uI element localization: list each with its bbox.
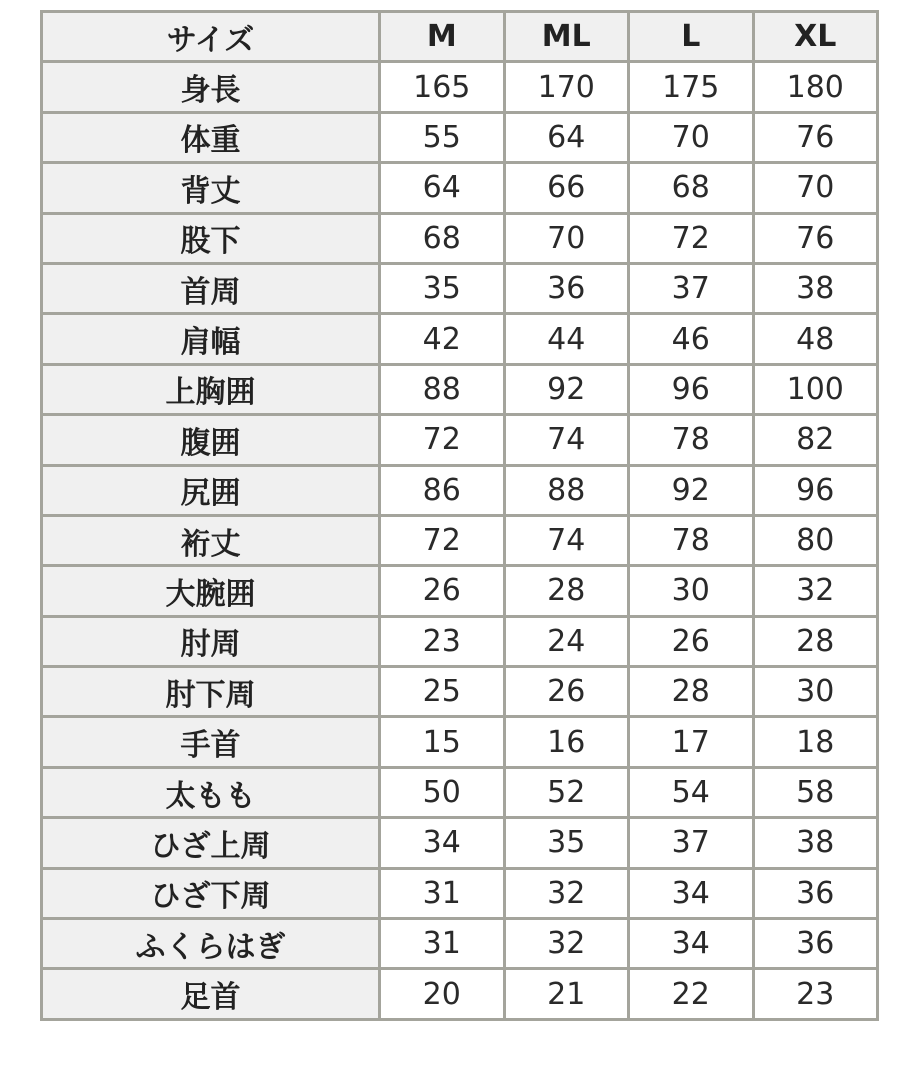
value-cell: 30 xyxy=(753,667,878,717)
value-cell: 28 xyxy=(504,566,629,616)
value-cell: 17 xyxy=(629,717,754,767)
table-row xyxy=(42,868,878,918)
table-row xyxy=(42,566,878,616)
value-cell: 32 xyxy=(504,868,629,918)
value-cell: 34 xyxy=(629,868,754,918)
table-row xyxy=(42,515,878,565)
table-row xyxy=(42,919,878,969)
row-label-cell: ひざ上周 xyxy=(42,818,380,868)
value-cell: 70 xyxy=(504,213,629,263)
table-row xyxy=(42,415,878,465)
value-cell: 16 xyxy=(504,717,629,767)
value-cell: 66 xyxy=(504,163,629,213)
value-cell: 24 xyxy=(504,616,629,666)
value-cell: 35 xyxy=(380,263,505,313)
value-cell: 23 xyxy=(753,969,878,1019)
table-row xyxy=(42,263,878,313)
value-cell: 68 xyxy=(380,213,505,263)
value-cell: 38 xyxy=(753,818,878,868)
value-cell: 25 xyxy=(380,667,505,717)
value-cell: 20 xyxy=(380,969,505,1019)
row-label-cell: 肘下周 xyxy=(42,667,380,717)
row-label-cell: 上胸囲 xyxy=(42,364,380,414)
row-label-cell: ふくらはぎ xyxy=(42,919,380,969)
value-cell: 80 xyxy=(753,515,878,565)
row-label-cell: 腹囲 xyxy=(42,415,380,465)
row-label-cell: 尻囲 xyxy=(42,465,380,515)
value-cell: 31 xyxy=(380,868,505,918)
value-cell: 21 xyxy=(504,969,629,1019)
table-row xyxy=(42,818,878,868)
value-cell: 34 xyxy=(629,919,754,969)
value-cell: 74 xyxy=(504,515,629,565)
row-label-cell: 体重 xyxy=(42,112,380,162)
value-cell: 68 xyxy=(629,163,754,213)
header-cell-l: L xyxy=(629,12,754,62)
value-cell: 48 xyxy=(753,314,878,364)
value-cell: 175 xyxy=(629,62,754,112)
value-cell: 92 xyxy=(629,465,754,515)
table-row xyxy=(42,314,878,364)
table-row xyxy=(42,112,878,162)
table-row xyxy=(42,667,878,717)
table-row xyxy=(42,717,878,767)
value-cell: 26 xyxy=(380,566,505,616)
header-cell-size-label: サイズ xyxy=(42,12,380,62)
value-cell: 82 xyxy=(753,415,878,465)
header-cell-m: M xyxy=(380,12,505,62)
table-row xyxy=(42,465,878,515)
size-chart-table xyxy=(40,10,879,1021)
row-label-cell: 太もも xyxy=(42,767,380,817)
row-label-cell: 大腕囲 xyxy=(42,566,380,616)
value-cell: 22 xyxy=(629,969,754,1019)
value-cell: 36 xyxy=(753,919,878,969)
value-cell: 50 xyxy=(380,767,505,817)
value-cell: 74 xyxy=(504,415,629,465)
value-cell: 72 xyxy=(629,213,754,263)
value-cell: 86 xyxy=(380,465,505,515)
value-cell: 36 xyxy=(753,868,878,918)
row-label-cell: 裄丈 xyxy=(42,515,380,565)
value-cell: 78 xyxy=(629,515,754,565)
value-cell: 35 xyxy=(504,818,629,868)
header-row xyxy=(42,12,878,62)
row-label-cell: 股下 xyxy=(42,213,380,263)
value-cell: 96 xyxy=(629,364,754,414)
row-label-cell: 足首 xyxy=(42,969,380,1019)
value-cell: 37 xyxy=(629,818,754,868)
table-row xyxy=(42,969,878,1019)
value-cell: 36 xyxy=(504,263,629,313)
value-cell: 76 xyxy=(753,213,878,263)
table-row xyxy=(42,163,878,213)
value-cell: 38 xyxy=(753,263,878,313)
value-cell: 30 xyxy=(629,566,754,616)
header-cell-ml: ML xyxy=(504,12,629,62)
value-cell: 15 xyxy=(380,717,505,767)
table-row xyxy=(42,616,878,666)
table-body xyxy=(42,62,878,1019)
value-cell: 88 xyxy=(504,465,629,515)
value-cell: 26 xyxy=(504,667,629,717)
row-label-cell: 手首 xyxy=(42,717,380,767)
value-cell: 28 xyxy=(753,616,878,666)
value-cell: 72 xyxy=(380,515,505,565)
value-cell: 88 xyxy=(380,364,505,414)
value-cell: 34 xyxy=(380,818,505,868)
value-cell: 52 xyxy=(504,767,629,817)
value-cell: 72 xyxy=(380,415,505,465)
value-cell: 64 xyxy=(380,163,505,213)
value-cell: 96 xyxy=(753,465,878,515)
row-label-cell: 肩幅 xyxy=(42,314,380,364)
value-cell: 18 xyxy=(753,717,878,767)
value-cell: 170 xyxy=(504,62,629,112)
value-cell: 165 xyxy=(380,62,505,112)
table-row xyxy=(42,767,878,817)
value-cell: 92 xyxy=(504,364,629,414)
value-cell: 58 xyxy=(753,767,878,817)
value-cell: 64 xyxy=(504,112,629,162)
value-cell: 100 xyxy=(753,364,878,414)
value-cell: 180 xyxy=(753,62,878,112)
value-cell: 31 xyxy=(380,919,505,969)
value-cell: 28 xyxy=(629,667,754,717)
row-label-cell: 身長 xyxy=(42,62,380,112)
value-cell: 42 xyxy=(380,314,505,364)
table-row xyxy=(42,62,878,112)
row-label-cell: ひざ下周 xyxy=(42,868,380,918)
value-cell: 46 xyxy=(629,314,754,364)
value-cell: 70 xyxy=(629,112,754,162)
value-cell: 54 xyxy=(629,767,754,817)
value-cell: 70 xyxy=(753,163,878,213)
value-cell: 44 xyxy=(504,314,629,364)
table-row xyxy=(42,213,878,263)
value-cell: 23 xyxy=(380,616,505,666)
header-cell-xl: XL xyxy=(753,12,878,62)
row-label-cell: 肘周 xyxy=(42,616,380,666)
value-cell: 76 xyxy=(753,112,878,162)
table-row xyxy=(42,364,878,414)
value-cell: 26 xyxy=(629,616,754,666)
row-label-cell: 首周 xyxy=(42,263,380,313)
value-cell: 32 xyxy=(753,566,878,616)
value-cell: 55 xyxy=(380,112,505,162)
value-cell: 32 xyxy=(504,919,629,969)
value-cell: 78 xyxy=(629,415,754,465)
value-cell: 37 xyxy=(629,263,754,313)
row-label-cell: 背丈 xyxy=(42,163,380,213)
